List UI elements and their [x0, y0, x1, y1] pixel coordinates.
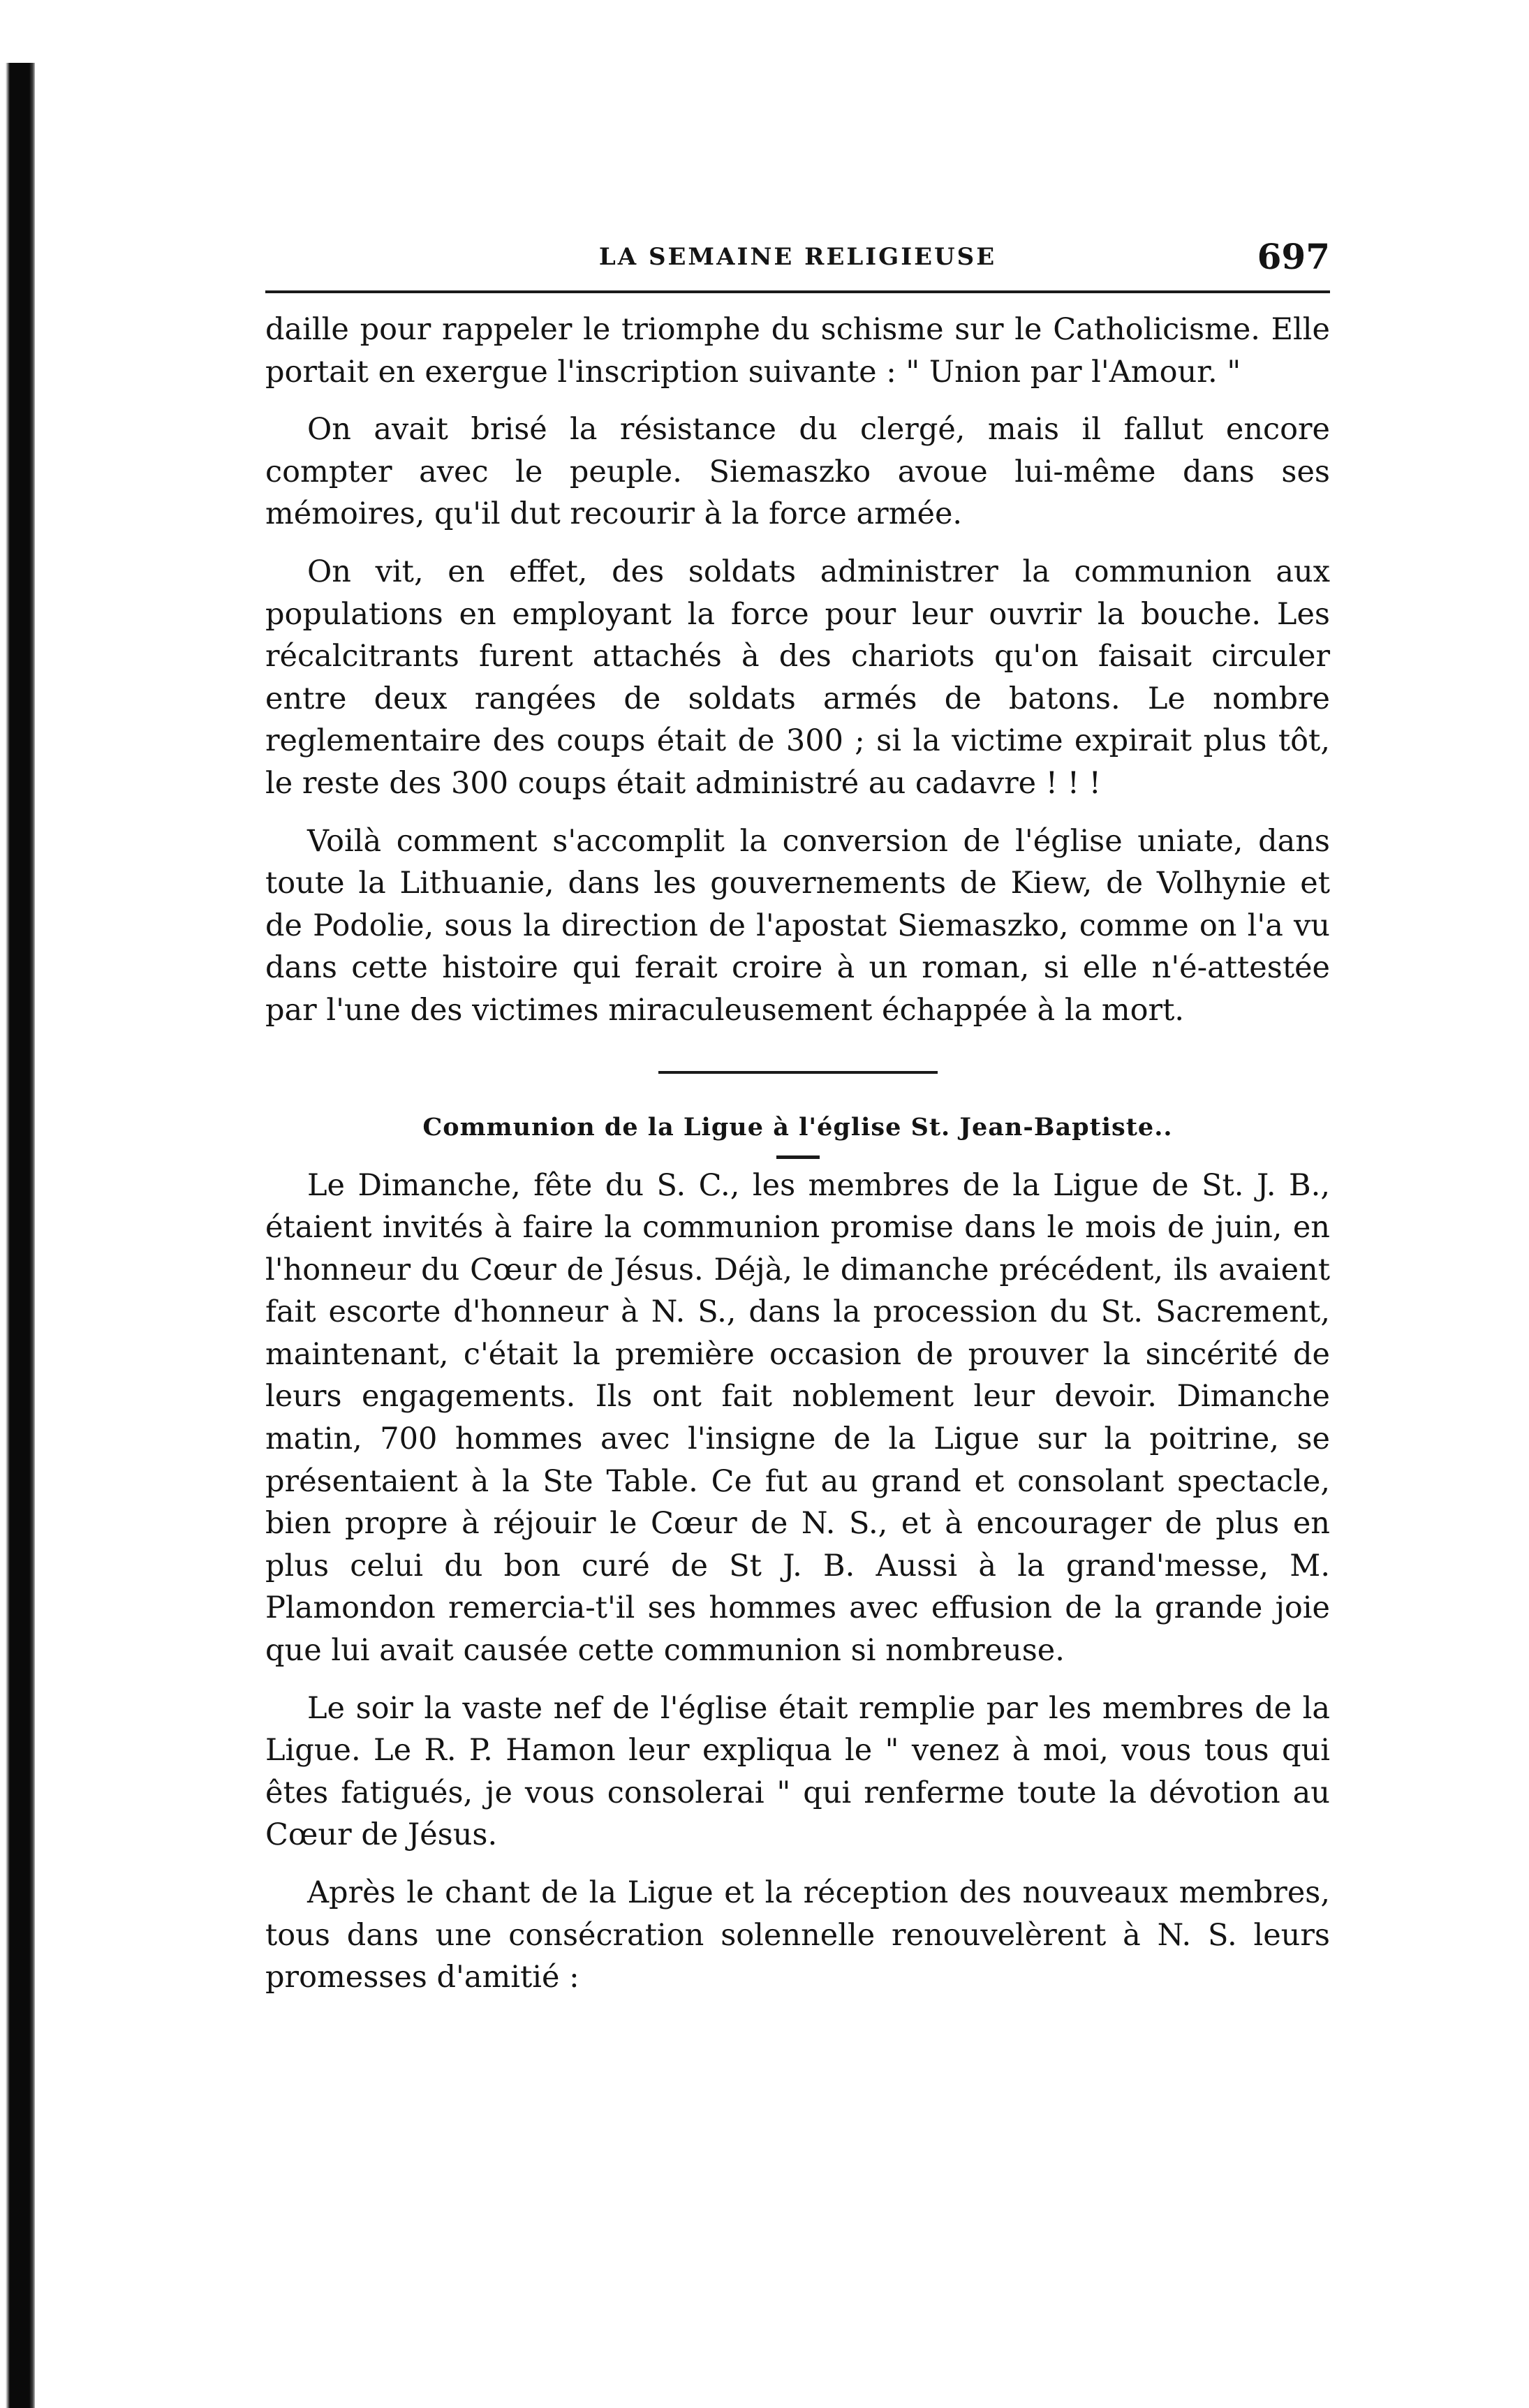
paragraph-continuation: daille pour rappeler le triomphe du schisme sur le Catholicisme. Elle portait en exergue l'inscription suivante : " Union par l'Amour. " — [265, 312, 1330, 390]
paragraph: Voilà comment s'accomplit la conversion de l'église uniate, dans toute la Lithuanie, dans les gouvernements de Kiew, de Volhynie et de Podolie, sous la direction de l'apostat Siemaszko, comme on l'a vu dans cette histoire qui ferait croire à un roman, si elle n'é-attestée par l'une des victimes miraculeusement échappée à la mort. — [265, 823, 1330, 1028]
paragraph: On avait brisé la résistance du clergé, mais il fallut encore compter avec le peuple. Siemaszko avoue lui-même dans ses mémoires, qu'il dut recourir à la force armée. — [265, 412, 1330, 532]
page-number: 697 — [1257, 236, 1330, 277]
section-separator — [658, 1071, 938, 1074]
scan-binding-edge — [0, 63, 35, 2408]
running-title: LA SEMAINE RELIGIEUSE — [598, 243, 997, 271]
paragraph: Le soir la vaste nef de l'église était remplie par les membres de la Ligue. Le R. P. Hamon leur expliqua le " venez à moi, vous tous qui êtes fatigués, je vous consolerai " qui renferme toute la dévotion au Cœur de Jésus. — [265, 1690, 1330, 1853]
page — [265, 230, 1330, 2014]
header-rule — [265, 290, 1330, 293]
paragraph: Après le chant de la Ligue et la réception des nouveaux membres, tous dans une consécration solennelle renouvelèrent à N. S. leurs promesses d'amitié : — [265, 1875, 1330, 1995]
paragraph: On vit, en effet, des soldats administrer la communion aux populations en employant la force pour leur ouvrir la bouche. Les récalcitrants furent attachés à des chariots qu'on faisait circuler entre deux rangées de soldats armés de batons. Le nombre reglementaire des coups était de 300 ; si la victime expirait plus tôt, le reste des 300 coups était administré au cadavre ! ! ! — [265, 554, 1330, 801]
running-header — [265, 230, 1330, 286]
title-dash — [776, 1155, 820, 1159]
section-title: Communion de la Ligue à l'église St. Jean-Baptiste.. — [422, 1112, 1173, 1142]
paragraph: Le Dimanche, fête du S. C., les membres de la Ligue de St. J. B., étaient invités à faire la communion promise dans le mois de juin, en l'honneur du Cœur de Jésus. Déjà, le dimanche précédent, ils avaient fait escorte d'honneur à N. S., dans la procession du St. Sacrement, maintenant, c'était la première occasion de prouver la sincérité de leurs engagements. Ils ont fait noblement leur devoir. Dimanche matin, 700 hommes avec l'insigne de la Ligue sur la poitrine, se présentaient à la Ste Table. Ce fut au grand et consolant spectacle, bien propre à réjouir le Cœur de N. S., et à encourager de plus en plus celui du bon curé de St J. B. Aussi à la grand'messe, M. Plamondon remercia-t'il ses hommes avec effusion de la grande joie que lui avait causée cette communion si nombreuse. — [265, 1167, 1330, 1669]
